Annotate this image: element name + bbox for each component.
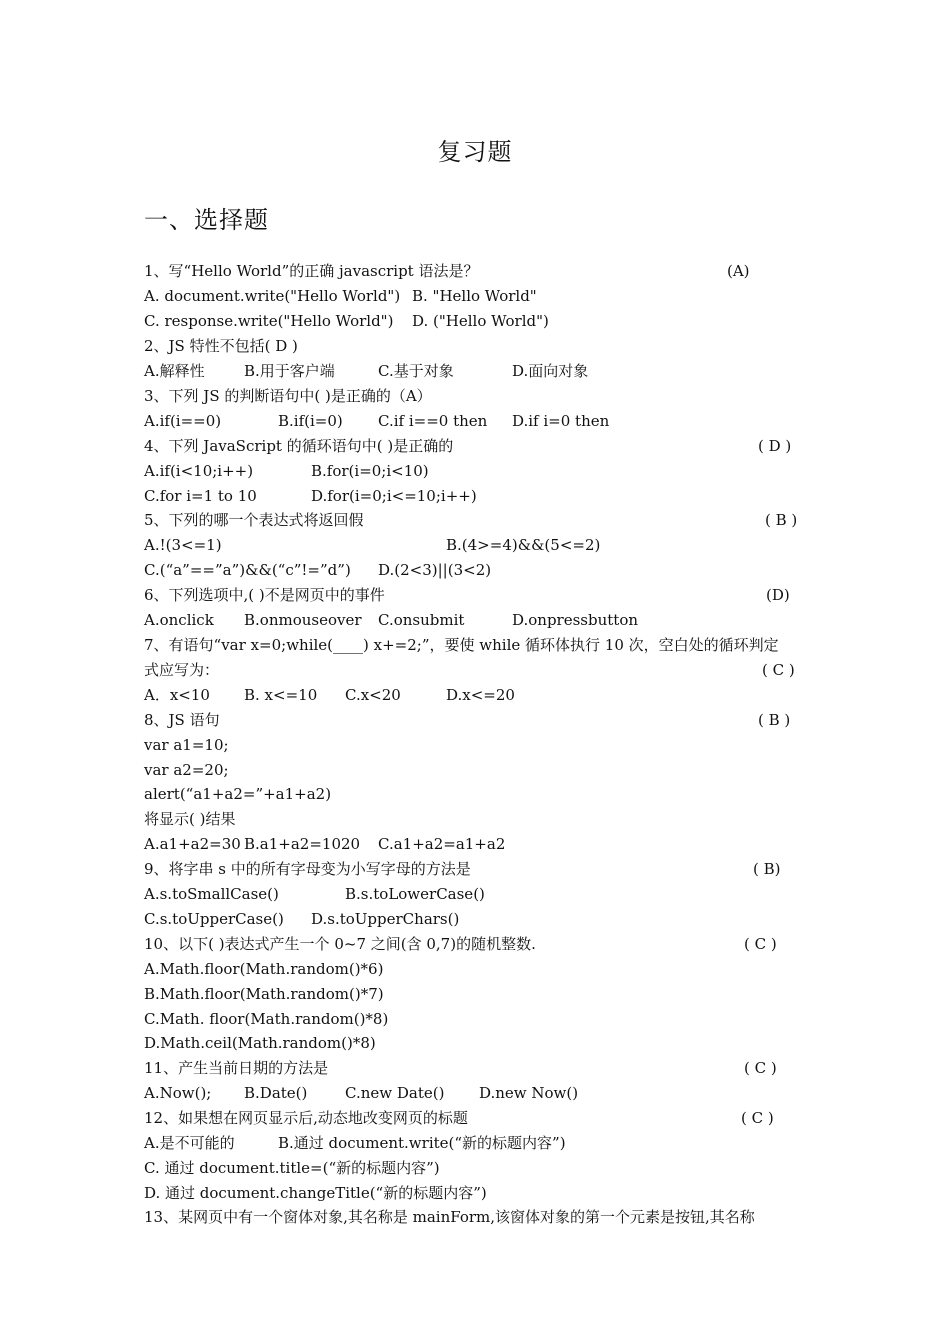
question-7-continued: 式应写为： — [144, 661, 220, 679]
question-12-option-d: D. 通过 document.changeTitle(“新的标题内容”) — [144, 1184, 487, 1202]
option-c: C.基于对象 — [378, 362, 454, 380]
code-line-1: var a1=10; — [144, 736, 229, 754]
question-12-option-c: C. 通过 document.title=(“新的标题内容”) — [144, 1159, 440, 1177]
option-d: D. ("Hello World") — [412, 312, 549, 330]
option-b: B.a1+a2=1020 — [244, 835, 361, 853]
question-10-option-c: C.Math. floor(Math.random()*8) — [144, 1010, 389, 1028]
option-c: C.for i=1 to 10 — [144, 487, 257, 505]
option-d: D.面向对象 — [512, 362, 589, 380]
option-b: B.if(i=0) — [278, 412, 343, 430]
question-8-answer: ( B ) — [758, 711, 791, 729]
option-a: A.if(i==0) — [144, 412, 222, 430]
option-d: D.x<=20 — [446, 686, 515, 704]
option-c: C.x<20 — [345, 686, 401, 704]
option-a: A.a1+a2=30 — [144, 835, 241, 853]
question-10-option-d: D.Math.ceil(Math.random()*8) — [144, 1034, 376, 1052]
option-c: C.new Date() — [345, 1084, 445, 1102]
option-d: D.s.toUpperChars() — [311, 910, 460, 928]
question-1-answer: (A) — [727, 262, 750, 280]
option-a: A.!(3<=1) — [144, 536, 222, 554]
question-5-answer: ( B ) — [765, 511, 798, 529]
option-b: B.(4>=4)&&(5<=2) — [446, 536, 601, 554]
question-11-answer: ( C ) — [744, 1059, 777, 1077]
option-b: B.Date() — [244, 1084, 308, 1102]
question-10-answer: ( C ) — [744, 935, 777, 953]
question-10: 10、以下( )表达式产生一个 0~7 之间(含 0,7)的随机整数. — [144, 935, 536, 953]
question-3: 3、下列 JS 的判断语句中( )是正确的（A） — [144, 387, 432, 405]
question-4-answer: ( D ) — [758, 437, 792, 455]
option-d: D.for(i=0;i<=10;i++) — [311, 487, 477, 505]
question-10-option-b: B.Math.floor(Math.random()*7) — [144, 985, 384, 1003]
option-b: B.通过 document.write(“新的标题内容”) — [278, 1134, 566, 1152]
option-a: A.Now(); — [144, 1084, 212, 1102]
option-b: B. "Hello World" — [412, 287, 537, 305]
option-a: A. document.write("Hello World") — [144, 287, 401, 305]
question-7-answer: ( C ) — [762, 661, 795, 679]
option-a: A.解释性 — [144, 362, 205, 380]
option-c: C. response.write("Hello World") — [144, 312, 394, 330]
question-2: 2、JS 特性不包括( D ) — [144, 337, 298, 355]
option-c: C.a1+a2=a1+a2 — [378, 835, 506, 853]
option-d: D.if i=0 then — [512, 412, 610, 430]
option-c: C.(“a”==”a”)&&(“c”!=”d”) — [144, 561, 351, 579]
question-5: 5、下列的哪一个表达式将返回假 — [144, 511, 364, 529]
option-b: B.onmouseover — [244, 611, 362, 629]
question-12-answer: ( C ) — [741, 1109, 774, 1127]
option-c: C.if i==0 then — [378, 412, 488, 430]
option-a: A.if(i<10;i++) — [144, 462, 254, 480]
option-d: D.(2<3)||(3<2) — [378, 561, 492, 579]
question-10-option-a: A.Math.floor(Math.random()*6) — [144, 960, 384, 978]
code-line-3: alert(“a1+a2=”+a1+a2) — [144, 785, 332, 803]
question-8: 8、JS 语句 — [144, 711, 220, 729]
question-13: 13、某网页中有一个窗体对象,其名称是 mainForm,该窗体对象的第一个元素是按钮,其名称 — [144, 1208, 755, 1226]
question-1: 1、写“Hello World”的正确 javascript 语法是？ — [144, 262, 479, 280]
option-b: B. x<=10 — [244, 686, 318, 704]
question-11: 11、产生当前日期的方法是 — [144, 1059, 329, 1077]
question-6-answer: (D) — [766, 586, 790, 604]
question-8-continued: 将显示( )结果 — [144, 810, 236, 828]
section-heading: 一、选择题 — [144, 206, 269, 234]
option-b: B.for(i=0;i<10) — [311, 462, 429, 480]
question-12: 12、如果想在网页显示后,动态地改变网页的标题 — [144, 1109, 468, 1127]
option-b: B.s.toLowerCase() — [345, 885, 485, 903]
option-a: A．x<10 — [144, 686, 210, 704]
option-b: B.用于客户端 — [244, 362, 335, 380]
option-d: D.new Now() — [479, 1084, 579, 1102]
question-9: 9、将字串 s 中的所有字母变为小写字母的方法是 — [144, 860, 471, 878]
code-line-2: var a2=20; — [144, 761, 229, 779]
option-c: C.s.toUpperCase() — [144, 910, 284, 928]
option-a: A.s.toSmallCase() — [144, 885, 279, 903]
question-6: 6、下列选项中,( )不是网页中的事件 — [144, 586, 385, 604]
option-a: A.是不可能的 — [144, 1134, 235, 1152]
question-7: 7、有语句“var x=0;while(____) x+=2;”，要使 while 循环体执行 10 次，空白处的循环判定 — [144, 636, 779, 654]
question-4: 4、下列 JavaScript 的循环语句中( )是正确的 — [144, 437, 454, 455]
page-title: 复习题 — [437, 138, 513, 166]
question-9-answer: ( B) — [753, 860, 781, 878]
option-a: A.onclick — [144, 611, 214, 629]
option-c: C.onsubmit — [378, 611, 465, 629]
option-d: D.onpressbutton — [512, 611, 639, 629]
